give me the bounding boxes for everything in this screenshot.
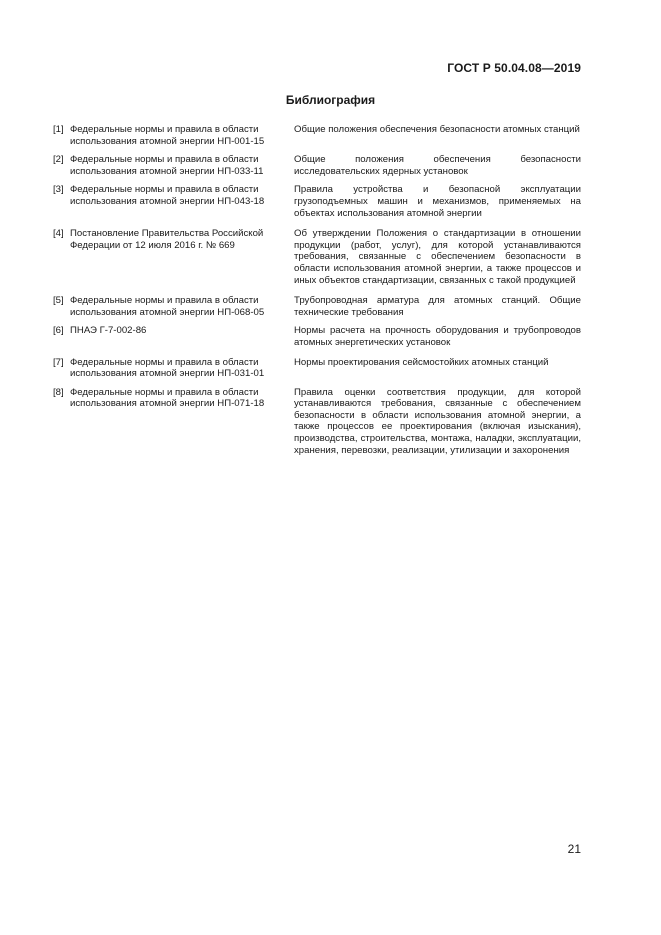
reference-title: Общие положения обеспечения безопасности атомных станций — [294, 124, 580, 135]
page-number: 21 — [567, 842, 581, 856]
reference-source: ПНАЭ Г-7-002-86 — [70, 325, 147, 337]
reference-title: Правила оценки соответствия продукции, для которой устанавливаются требования, связанные с обеспечением безопасности в области использования атомной энергии, а также процессов ее проектирования (включая изыскания), производства, строительства, монтажа, наладки, эксплуатации, хранения, перевозки, реализации, утилизации и захоронения — [294, 386, 581, 456]
reference-source: Федеральные нормы и правила в области использования атомной энергии НП-071-18 — [70, 386, 265, 410]
reference-item — [53, 228, 581, 286]
reference-title: Нормы проектирования сейсмостойких атомных станций — [294, 356, 549, 368]
reference-item — [53, 387, 581, 457]
reference-title: Нормы расчета на прочность оборудования и трубопроводов атомных энергетических установок — [294, 325, 581, 348]
reference-item — [53, 154, 581, 177]
reference-number: [6] — [53, 325, 64, 337]
reference-number: [5] — [53, 295, 64, 307]
reference-number: [8] — [53, 386, 64, 398]
reference-source: Федеральные нормы и правила в области использования атомной энергии НП-043-18 — [70, 184, 265, 207]
reference-item — [53, 325, 581, 348]
reference-item — [53, 295, 581, 318]
reference-source: Федеральные нормы и правила в области использования атомной энергии НП-068-05 — [70, 295, 265, 318]
reference-number: [7] — [53, 356, 64, 368]
reference-number: [4] — [53, 228, 64, 240]
reference-item — [53, 124, 581, 147]
reference-number: [1] — [53, 124, 64, 135]
reference-source: Федеральные нормы и правила в области использования атомной энергии НП-001-15 — [70, 124, 265, 147]
reference-item — [53, 184, 581, 219]
reference-title: Общие положения обеспечения безопасности исследовательских ядерных установок — [294, 154, 581, 177]
reference-number: [3] — [53, 184, 64, 196]
reference-title: Трубопроводная арматура для атомных станций. Общие технические требования — [294, 295, 581, 318]
document-code: ГОСТ Р 50.04.08—2019 — [447, 61, 581, 75]
reference-source: Федеральные нормы и правила в области использования атомной энергии НП-033-11 — [70, 154, 264, 177]
reference-source: Федеральные нормы и правила в области использования атомной энергии НП-031-01 — [70, 356, 265, 380]
page-title: Библиография — [285, 93, 376, 107]
reference-title: Об утверждении Положения о стандартизации в отношении продукции (работ, услуг), для которой устанавливаются требования, связанные с обеспечением безопасности в области использования атомной энергии, а также процессов и иных объектов стандартизации, связанных с такой продукцией — [294, 228, 581, 286]
reference-title: Правила устройства и безопасной эксплуатации грузоподъемных машин и механизмов, применяемых на объектах использования атомной энергии — [294, 184, 581, 219]
reference-item — [53, 357, 581, 380]
reference-number: [2] — [53, 154, 64, 166]
bibliography-list — [53, 124, 581, 456]
reference-source: Постановление Правительства Российской Федерации от 12 июля 2016 г. № 669 — [70, 228, 264, 251]
